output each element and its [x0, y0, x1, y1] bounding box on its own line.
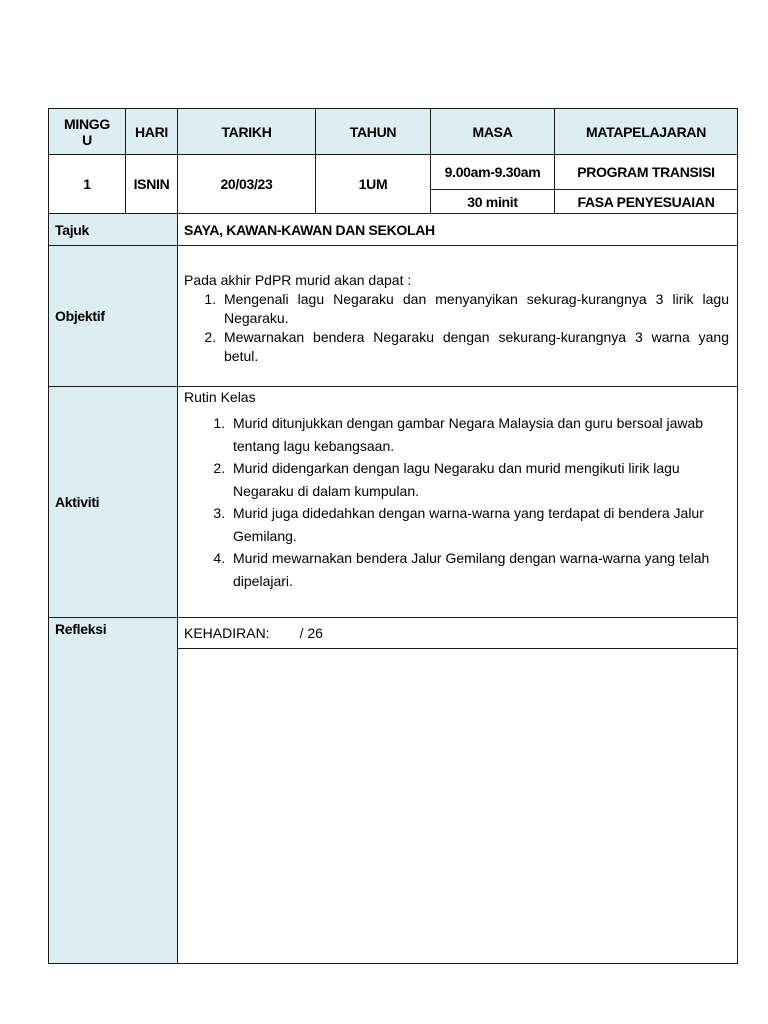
cell-masa-time: 9.00am-9.30am	[431, 155, 555, 190]
kehadiran-cell	[178, 618, 738, 649]
cell-subject-sub: FASA PENYESUAIAN	[555, 190, 738, 214]
refleksi-row	[49, 618, 738, 649]
aktiviti-item: 1. Murid ditunjukkan dengan gambar Negara Malaysia dan guru bersoal jawab tentang lagu kebangsaan.	[229, 412, 729, 457]
cell-masa-duration: 30 minit	[431, 190, 555, 214]
kehadiran-label: KEHADIRAN:	[184, 624, 270, 641]
header-tahun: TAHUN	[316, 109, 431, 155]
header-masa: MASA	[431, 109, 555, 155]
header-matapelajaran: MATAPELAJARAN	[555, 109, 738, 155]
aktiviti-item: 2. Murid didengarkan dengan lagu Negaraku dan murid mengikuti lirik lagu Negaraku di dalam kumpulan.	[229, 457, 729, 502]
refleksi-label: Refleksi	[49, 618, 178, 964]
aktiviti-row	[49, 387, 738, 618]
kehadiran-value: / 26	[299, 624, 323, 641]
cell-minggu: 1	[49, 155, 126, 214]
objektif-list	[184, 290, 729, 366]
cell-tarikh: 20/03/23	[178, 155, 316, 214]
aktiviti-intro: Rutin Kelas	[184, 389, 256, 405]
objektif-content	[178, 246, 738, 387]
cell-hari: ISNIN	[126, 155, 178, 214]
aktiviti-list	[184, 412, 729, 592]
refleksi-notes-area	[178, 649, 738, 964]
objektif-item: 1. Mengenali lagu Negaraku dan menyanyikan sekurag-kurangnya 3 lirik lagu Negaraku.	[220, 290, 729, 328]
cell-tahun: 1UM	[316, 155, 431, 214]
aktiviti-item: 3. Murid juga didedahkan dengan warna-warna yang terdapat di bendera Jalur Gemilang.	[229, 502, 729, 547]
header-minggu: MINGG U	[49, 109, 126, 155]
objektif-item: 2. Mewarnakan bendera Negaraku dengan sekurang-kurangnya 3 warna yang betul.	[220, 328, 729, 366]
objektif-row	[49, 246, 738, 387]
tajuk-value: SAYA, KAWAN-KAWAN DAN SEKOLAH	[178, 214, 738, 246]
tajuk-label: Tajuk	[49, 214, 178, 246]
objektif-intro: Pada akhir PdPR murid akan dapat :	[184, 271, 412, 288]
aktiviti-label: Aktiviti	[49, 387, 178, 618]
header-row	[49, 109, 738, 155]
aktiviti-content	[178, 387, 738, 618]
header-hari: HARI	[126, 109, 178, 155]
data-row-top	[49, 155, 738, 190]
lesson-plan-table	[48, 108, 738, 964]
tajuk-row	[49, 214, 738, 246]
aktiviti-item: 4. Murid mewarnakan bendera Jalur Gemilang dengan warna-warna yang telah dipelajari.	[229, 547, 729, 592]
objektif-label: Objektif	[49, 246, 178, 387]
cell-subject: PROGRAM TRANSISI	[555, 155, 738, 190]
header-tarikh: TARIKH	[178, 109, 316, 155]
